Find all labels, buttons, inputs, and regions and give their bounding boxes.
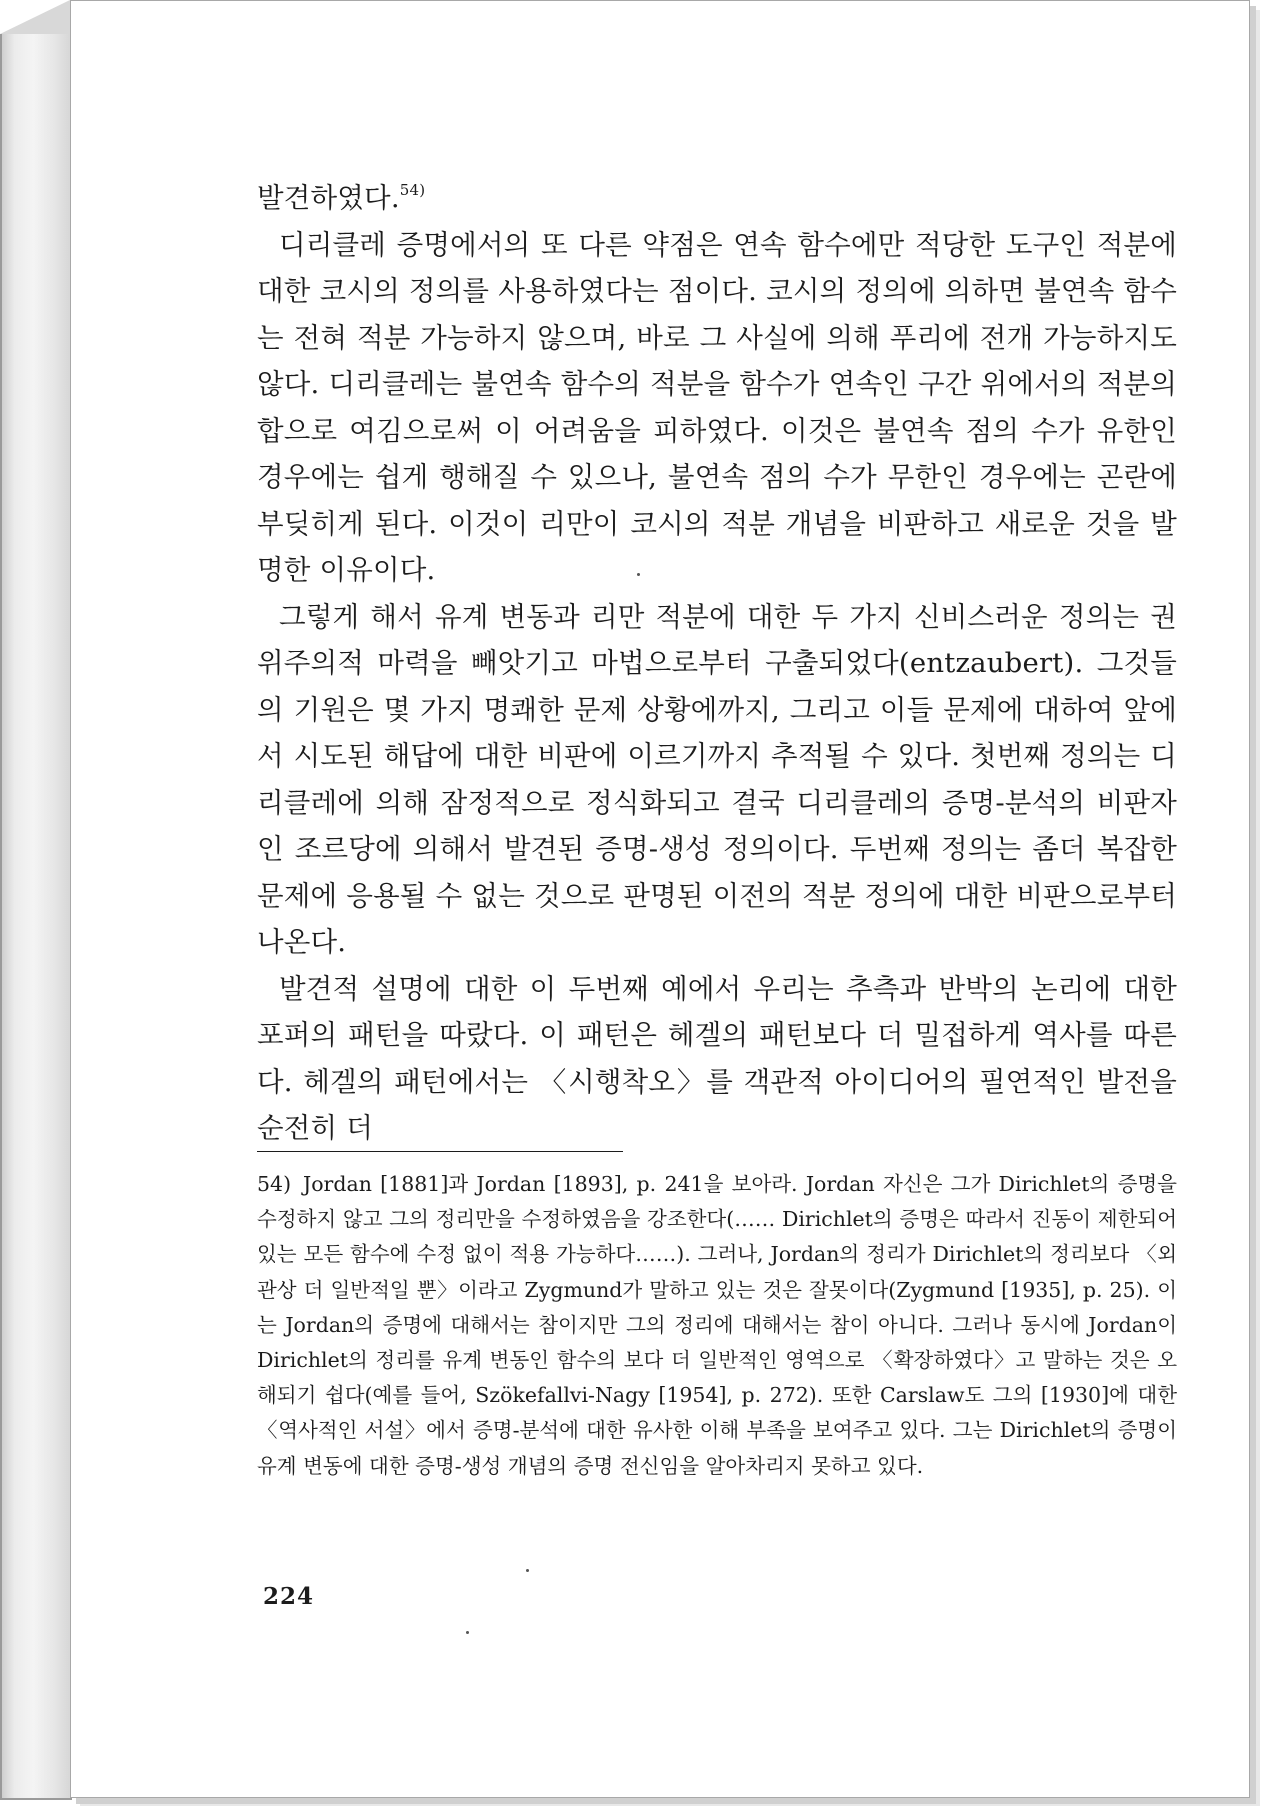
book-page xyxy=(70,0,1250,1798)
footnote xyxy=(257,1167,1177,1484)
book-spine-top xyxy=(0,0,70,34)
paragraph: 발견적 설명에 대한 이 두번째 예에서 우리는 추측과 반박의 논리에 대한 포퍼의 패턴을 따랐다. 이 패턴은 헤겔의 패턴보다 더 밀접하게 역사를 따른다. 헤겔의 패턴에서는 〈시행착오〉를 객관적 아이디어의 필연적인 발전을 순전히 더 xyxy=(257,972,1177,1144)
body-text xyxy=(257,175,1177,1152)
scan-speck xyxy=(637,573,640,576)
paragraph: 그렇게 해서 유계 변동과 리만 적분에 대한 두 가지 신비스러운 정의는 권위주의적 마력을 빼앗기고 마법으로부터 구출되었다(entzaubert). 그것들의 기원은 몇 가지 명쾌한 문제 상황에까지, 그리고 이들 문제에 대하여 앞에서 시도된 해답에 대한 비판에 이르기까지 추적될 수 있다. 첫번째 정의는 디리클레에 의해 잠정적으로 정식화되고 결국 디리클레의 증명-분석의 비판자인 조르당에 의해서 발견된 증명-생성 정의이다. 두번째 정의는 좀더 복잡한 문제에 응용될 수 없는 것으로 판명된 이전의 적분 정의에 대한 비판으로부터 나온다. xyxy=(257,600,1177,958)
footnote-text: Jordan [1881]과 Jordan [1893], p. 241을 보아라. Jordan 자신은 그가 Dirichlet의 증명을 수정하지 않고 그의 정리만을 수정하였음을 강조한다(…… Dirichlet의 증명은 따라서 진동이 제한되어 있는 모든 함수에 수정 없이 적용 가능하다……). 그러나, Jordan의 정리가 Dirichlet의 정리보다 〈외관상 더 일반적일 뿐〉이라고 Zygmund가 말하고 있는 것은 잘못이다(Zygmund [1935], p. 25). 이는 Jordan의 증명에 대해서는 참이지만 그의 정리에 대해서는 참이 아니다. 그러나 동시에 Jordan이 Dirichlet의 정리를 유계 변동인 함수의 보다 더 일반적인 영역으로 〈확장하였다〉고 말하는 것은 오해되기 쉽다(예를 들어, Szökefallvi-Nagy [1954], p. 272). 또한 Carslaw도 그의 [1930]에 대한 〈역사적인 서설〉에서 증명-분석에 대한 유사한 이해 부족을 보여주고 있다. 그는 Dirichlet의 증명이 유계 변동에 대한 증명-생성 개념의 증명 전신임을 알아차리지 못하고 있다. xyxy=(257,1172,1177,1478)
paragraph-continuation xyxy=(257,175,1177,222)
scan-speck xyxy=(526,1569,529,1572)
paragraph: 디리클레 증명에서의 또 다른 약점은 연속 함수에만 적당한 도구인 적분에 대한 코시의 정의를 사용하였다는 점이다. 코시의 정의에 의하면 불연속 함수는 전혀 적분 가능하지 않으며, 바로 그 사실에 의해 푸리에 전개 가능하지도 않다. 디리클레는 불연속 함수의 적분을 함수가 연속인 구간 위에서의 적분의 합으로 여김으로써 이 어려움을 피하였다. 이것은 불연속 점의 수가 유한인 경우에는 쉽게 행해질 수 있으나, 불연속 점의 수가 무한인 경우에는 곤란에 부딪히게 된다. 이것이 리만이 코시의 적분 개념을 비판하고 새로운 것을 발명한 이유이다. xyxy=(257,228,1177,586)
page-number: 224 xyxy=(263,1583,315,1610)
book-spine xyxy=(0,34,72,1800)
paragraph-text: 발견하였다. xyxy=(257,182,400,214)
footnote-divider xyxy=(257,1151,623,1152)
footnote-reference: 54) xyxy=(399,181,426,199)
footnote-number: 54) xyxy=(257,1172,292,1196)
scan-speck xyxy=(466,1631,469,1634)
